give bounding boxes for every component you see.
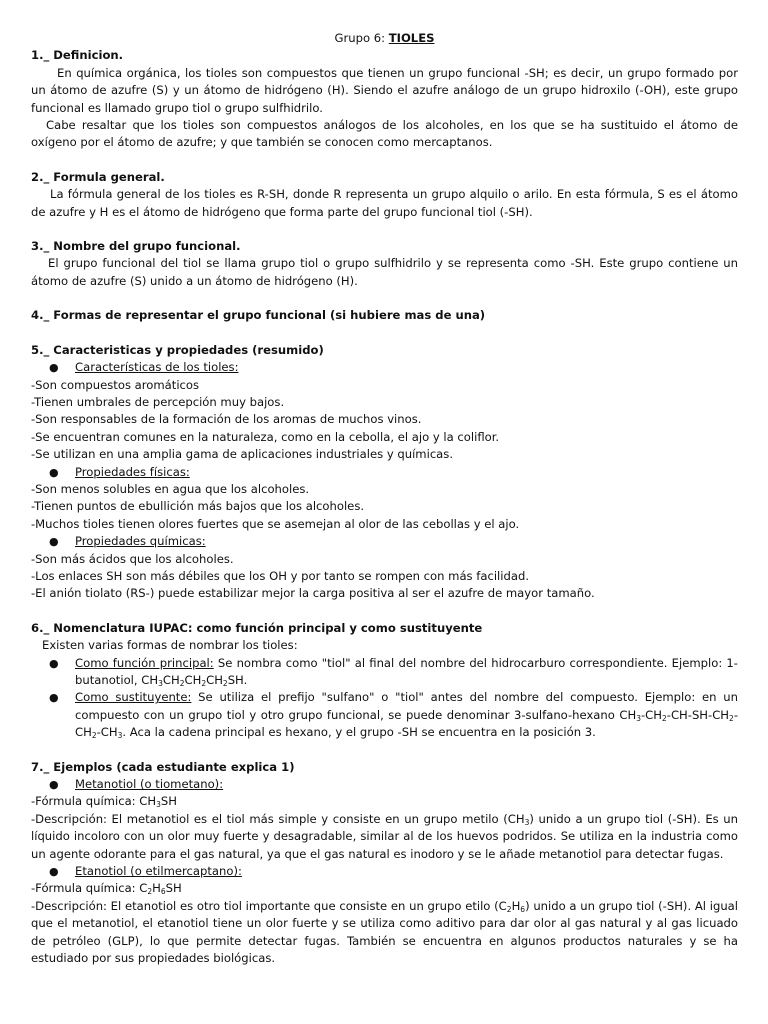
formula-sulfanohexane: $CH_3-CH_2-CH-SH-CH_2-CH_2-CH_3$.: [75, 707, 738, 741]
section-1-paragraph-2: Cabe resaltar que los tioles son compuestos análogos de los alcoholes, en los que se ha sustituido el átomo de oxígeno por el átomo de azufre; y que también se conocen como mercaptanos.: [31, 118, 738, 150]
nomenclature-principal: ● Como función principal: Se nombra como "tiol" al final del nombre del hidrocarburo correspondiente. Ejemplo: 1-butanotiol, $CH_3CH_2CH_2CH_2SH$.: [49, 655, 738, 688]
list-item: -El anión tiolato (RS-) puede estabilizar mejor la carga positiva al ser el azufre de mayor tamaño.: [31, 586, 595, 601]
section-5-heading: 5._ Caracteristicas y propiedades (resumido): [31, 342, 324, 357]
example-2-bullet: ● Etanotiol (o etilmercaptano):: [31, 863, 738, 880]
document-title: [31, 30, 738, 47]
bullet-icon: ●: [49, 535, 59, 549]
list-item: -Tienen umbrales de percepción muy bajos.: [31, 394, 285, 409]
example-1-description: -Descripción: El metanotiol es el tiol más simple y consiste en un grupo metilo $(CH_3)$ unido a un grupo tiol (-SH). Es un líquido incoloro con un olor muy fuerte y desagradable, similar al de los huevos podridos. Se utiliza en la industria como un agente odorante para el gas natural, ya que el gas natural es inodoro y se le añade metanotiol para detectar fugas.: [31, 811, 738, 861]
section-3-heading: 3._ Nombre del grupo funcional.: [31, 239, 241, 254]
title-main: TIOLES: [388, 31, 435, 45]
bullet-icon: ●: [49, 691, 59, 705]
example-2-description: -Descripción: El etanotiol es otro tiol importante que consiste en un grupo etilo $(C_2H_6)$ unido a un grupo tiol (-SH). Al igual que el metanotiol, el etanotiol tiene un olor fuerte y se utiliza como aditivo para dar olor al gas natural y al gas licuado de petróleo (GLP), lo que permite detectar fugas. También se encuentra en algunos productos naturales y se ha estudiado por sus propiedades biológicas.: [31, 898, 738, 966]
section-5-bullet-1: ● Características de los tioles:: [31, 359, 738, 376]
list-item: -Son menos solubles en agua que los alcoholes.: [31, 481, 310, 496]
section-5-bullet-3: ● Propiedades químicas:: [31, 533, 738, 550]
section-1-heading: 1._ Definicion.: [31, 48, 124, 63]
list-item: -Son responsables de la formación de los aromas de muchos vinos.: [31, 412, 422, 427]
formula-butanethiol: $CH_3CH_2CH_2CH_2SH$.: [141, 673, 248, 688]
section-6-bullets: [31, 655, 738, 742]
title-prefix: Grupo 6:: [334, 31, 389, 45]
example-1-formula: -Fórmula química: $CH_3SH$: [31, 794, 177, 810]
section-2-paragraph: La fórmula general de los tioles es R-SH, donde R representa un grupo alquilo o arilo. En esta fórmula, S es el átomo de azufre y H es el átomo de hidrógeno que forma parte del grupo funcional tiol (-SH).: [31, 187, 738, 219]
example-2-formula: -Fórmula química: $C_2H_6SH$: [31, 881, 182, 897]
bullet-icon: ●: [49, 778, 59, 792]
list-item: -Son más ácidos que los alcoholes.: [31, 551, 234, 566]
bullet-icon: ●: [49, 865, 59, 879]
section-2-heading: 2._ Formula general.: [31, 169, 165, 184]
list-item: -Los enlaces SH son más débiles que los OH y por tanto se rompen con más facilidad.: [31, 568, 530, 583]
list-item: -Son compuestos aromáticos: [31, 377, 200, 392]
section-6-heading: 6._ Nomenclatura IUPAC: como función principal y como sustituyente: [31, 620, 483, 635]
example-1-bullet: ● Metanotiol (o tiometano):: [31, 776, 738, 793]
list-item: -Tienen puntos de ebullición más bajos que los alcoholes.: [31, 499, 365, 514]
bullet-icon: ●: [49, 361, 59, 375]
section-1-paragraph-1: En química orgánica, los tioles son compuestos que tienen un grupo funcional -SH; es decir, un grupo formado por un átomo de azufre (S) y un átomo de hidrógeno (H). Siendo el azufre análogo de un grupo hidroxilo (-OH), este grupo funcional es llamado grupo tiol o grupo sulfhidrilo.: [31, 65, 738, 115]
nomenclature-substituent: ● Como sustituyente: Se utiliza el prefijo "sulfano" o "tiol" antes del nombre del compuesto. Ejemplo: en un compuesto con un grupo tiol y otro grupo funcional, se puede denominar 3-sulfano-hexano $CH_3-CH_2-CH-SH-CH_2-CH_2-CH_3$. Aca la cadena principal es hexano, y el grupo -SH se encuentra en la posición 3.: [49, 690, 738, 741]
section-7-heading: 7._ Ejemplos (cada estudiante explica 1): [31, 759, 295, 774]
list-item: -Se utilizan en una amplia gama de aplicaciones industriales y químicas.: [31, 447, 454, 462]
bullet-icon: ●: [49, 656, 59, 670]
section-5-bullet-2: ● Propiedades físicas:: [31, 464, 738, 481]
section-4-heading: 4._ Formas de representar el grupo funcional (si hubiere mas de una): [31, 308, 486, 323]
section-6-intro: Existen varias formas de nombrar los tioles:: [42, 638, 298, 653]
section-3-paragraph: El grupo funcional del tiol se llama grupo tiol o grupo sulfhidrilo y se representa como -SH. Este grupo contiene un átomo de azufre (S) unido a un átomo de hidrógeno (H).: [31, 256, 738, 288]
list-item: -Se encuentran comunes en la naturaleza, como en la cebolla, el ajo y la coliflor.: [31, 429, 500, 444]
list-item: -Muchos tioles tienen olores fuertes que se asemejan al olor de las cebollas y el ajo.: [31, 516, 520, 531]
bullet-icon: ●: [49, 465, 59, 479]
